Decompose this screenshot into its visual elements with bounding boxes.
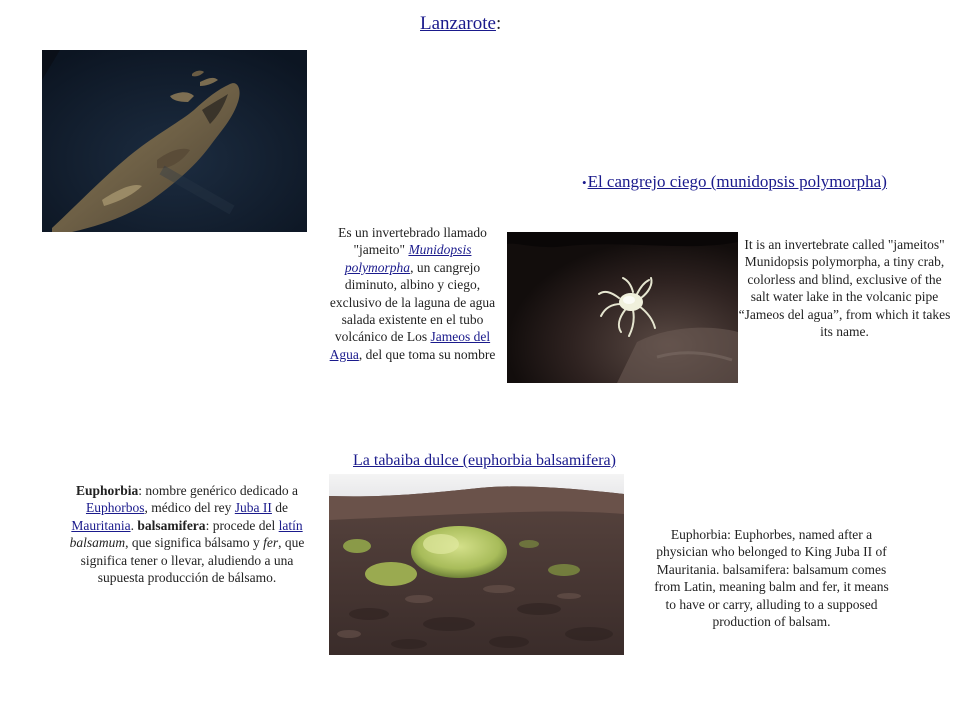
text: , un cangrejo diminuto, albino y ciego, exclusivo de la laguna de agua salada existente en el tubo volcánico de Los xyxy=(329,259,496,345)
crab-heading-link[interactable]: El cangrejo ciego (munidopsis polymorpha) xyxy=(587,172,887,191)
lanzarote-satellite-image xyxy=(42,50,307,232)
text: , que significa bálsamo y xyxy=(125,535,264,551)
lanzarote-link[interactable]: Lanzarote xyxy=(420,13,496,34)
italic-term: fer xyxy=(263,535,279,551)
juba-ii-link[interactable]: Juba II xyxy=(234,500,272,516)
page-title xyxy=(420,13,501,35)
bold-term: balsamifera xyxy=(137,517,206,533)
italic-term: balsamum xyxy=(69,535,126,551)
blind-crab-photo xyxy=(507,232,738,383)
crab-description-es xyxy=(320,224,505,363)
bullet: • xyxy=(582,175,587,190)
text: : nombre genérico dedicado a xyxy=(138,483,298,498)
jameos-del-agua-link[interactable]: Jameos del Agua xyxy=(329,329,491,362)
text: . xyxy=(130,517,138,533)
tabaiba-description-es xyxy=(66,482,308,586)
latin-link[interactable]: latín xyxy=(278,517,303,533)
tabaiba-description-en: Euphorbia: Euphorbes, named after a physician who belonged to King Juba II of Mauritania. balsamifera: balsamum comes from Latin, meaning balm and fer, it means to have or carry, alluding to a supposed production of balsam. xyxy=(654,527,889,630)
text: de xyxy=(271,500,289,516)
munidopsis-link[interactable]: Munidopsis polymorpha xyxy=(344,242,472,275)
tabaiba-heading-link[interactable]: La tabaiba dulce (euphorbia balsamifera) xyxy=(353,452,616,469)
text: , médico del rey xyxy=(144,500,235,516)
text: : procede del xyxy=(205,517,279,533)
crab-heading[interactable] xyxy=(582,172,887,192)
title-colon: : xyxy=(495,13,502,34)
crab-description-en: It is an invertebrate called "jameitos" Munidopsis polymorpha, a tiny crab, colorless and blind, exclusive of the salt water lake in the volcanic pipe “Jameos del agua”, from which it takes its name. xyxy=(738,237,951,340)
text: , que significa tener o llevar, aludiendo a una supuesta producción de bálsamo. xyxy=(80,535,305,586)
text: , del que toma su nombre xyxy=(358,346,496,362)
euphorbos-link[interactable]: Euphorbos xyxy=(85,500,145,516)
tabaiba-plant-photo xyxy=(329,474,624,655)
mauritania-link[interactable]: Mauritania xyxy=(71,517,131,533)
text: Es un invertebrado llamado "jameito" xyxy=(338,225,487,258)
bold-term: Euphorbia xyxy=(76,483,139,498)
